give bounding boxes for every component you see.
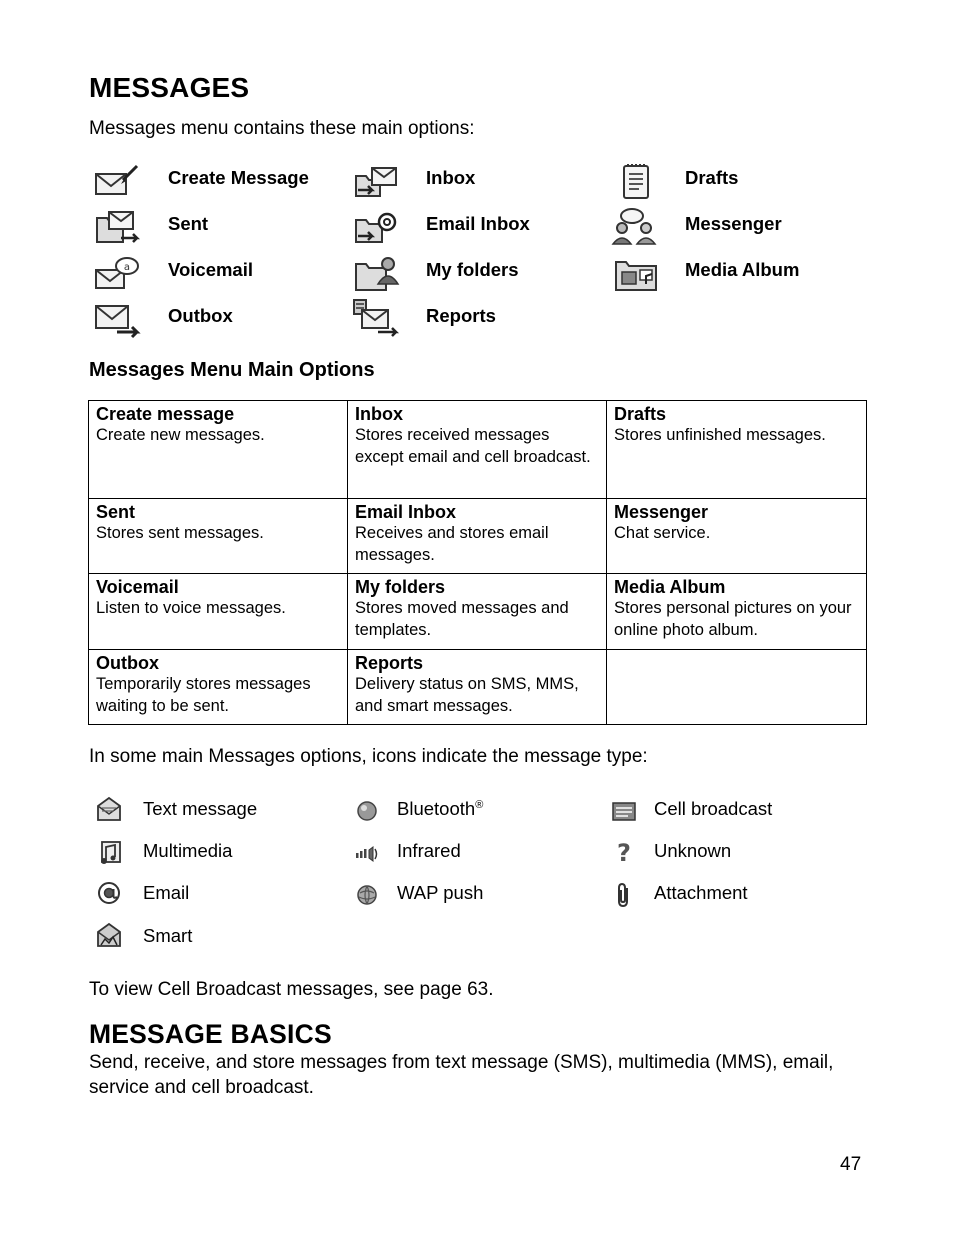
- inbox-icon: [352, 162, 400, 202]
- attachment-icon: [611, 882, 637, 908]
- type-attachment: Attachment: [654, 882, 748, 903]
- cell-title: Create message: [96, 404, 235, 424]
- option-media-album: Media Album: [685, 259, 800, 280]
- cell-broadcast-icon: [611, 798, 637, 824]
- table-cell: [348, 401, 607, 499]
- wap-push-icon: [354, 882, 380, 908]
- cell-title: Drafts: [614, 404, 667, 424]
- table-title: Messages Menu Main Options: [89, 359, 375, 381]
- cell-desc: Delivery status on SMS, MMS, and smart messages.: [355, 675, 579, 715]
- sent-icon: [93, 208, 141, 248]
- registered-mark: ®: [475, 798, 484, 811]
- table-cell: [607, 401, 867, 499]
- table-cell: [89, 650, 348, 725]
- table-cell: [607, 650, 867, 725]
- cell-title: Email Inbox: [355, 502, 457, 522]
- multimedia-icon: [96, 840, 122, 866]
- messenger-icon: [610, 206, 658, 246]
- unknown-icon: [611, 838, 637, 864]
- voicemail-icon: [93, 254, 141, 294]
- email-icon: [96, 880, 122, 906]
- table-row: [89, 574, 867, 650]
- table-cell: [89, 499, 348, 574]
- svg-text:?: ?: [617, 839, 631, 864]
- option-messenger: Messenger: [685, 213, 782, 234]
- table-cell: [607, 499, 867, 574]
- cell-desc: Receives and stores email messages.: [355, 524, 549, 564]
- basics-text: Send, receive, and store messages from text message (SMS), multimedia (MMS), email, service and cell broadcast.: [89, 1052, 834, 1098]
- table-row: [89, 650, 867, 725]
- page-number: 47: [840, 1154, 862, 1175]
- cell-desc: Stores unfinished messages.: [614, 426, 826, 444]
- menu-options-table: [88, 400, 867, 725]
- type-wap-push: WAP push: [397, 882, 484, 903]
- type-multimedia: Multimedia: [143, 840, 233, 861]
- outbox-icon: [93, 300, 141, 340]
- create-message-icon: [93, 162, 141, 202]
- cell-broadcast-note: To view Cell Broadcast messages, see page 63.: [89, 979, 494, 1000]
- type-text-message: Text message: [143, 798, 258, 819]
- table-row: [89, 499, 867, 574]
- cell-desc: Stores sent messages.: [96, 524, 264, 542]
- option-inbox: Inbox: [426, 167, 476, 188]
- text-message-icon: [96, 796, 122, 822]
- cell-desc: Temporarily stores messages waiting to be sent.: [96, 675, 311, 715]
- cell-title: Inbox: [355, 404, 403, 424]
- reports-icon: [352, 298, 400, 338]
- cell-title: Sent: [96, 502, 136, 522]
- option-voicemail: Voicemail: [168, 259, 254, 280]
- type-cell-broadcast: Cell broadcast: [654, 798, 773, 819]
- type-unknown: Unknown: [654, 840, 732, 861]
- cell-desc: Stores moved messages and templates.: [355, 599, 569, 639]
- option-drafts: Drafts: [685, 167, 739, 188]
- media-album-icon: [612, 254, 660, 294]
- cell-title: My folders: [355, 577, 446, 597]
- my-folders-icon: [352, 254, 400, 294]
- table-cell: [89, 574, 348, 650]
- table-cell: [89, 401, 348, 499]
- type-bluetooth-label: Bluetooth: [397, 798, 476, 819]
- option-reports: Reports: [426, 305, 496, 326]
- type-infrared: Infrared: [397, 840, 461, 861]
- type-bluetooth: [397, 798, 483, 820]
- table-row: [89, 401, 867, 499]
- table-cell: [348, 499, 607, 574]
- type-email: Email: [143, 882, 190, 903]
- basics-heading: MESSAGE BASICS: [89, 1019, 332, 1049]
- option-create-message: Create Message: [168, 167, 309, 188]
- types-intro: In some main Messages options, icons indicate the message type:: [89, 746, 648, 767]
- table-cell: [607, 574, 867, 650]
- page-heading: MESSAGES: [89, 72, 250, 103]
- drafts-icon: [612, 162, 660, 202]
- svg-text:a: a: [123, 262, 131, 273]
- table-cell: [348, 574, 607, 650]
- option-sent: Sent: [168, 213, 209, 234]
- cell-title: Outbox: [96, 653, 159, 673]
- infrared-icon: [354, 840, 380, 866]
- type-smart: Smart: [143, 925, 193, 946]
- cell-title: Voicemail: [96, 577, 179, 597]
- cell-title: Reports: [355, 653, 424, 673]
- cell-desc: Create new messages.: [96, 426, 265, 444]
- option-email-inbox: Email Inbox: [426, 213, 530, 234]
- email-inbox-icon: [352, 208, 400, 248]
- intro-text: Messages menu contains these main options:: [89, 118, 475, 139]
- table-cell: [348, 650, 607, 725]
- cell-title: Media Album: [614, 577, 726, 597]
- option-outbox: Outbox: [168, 305, 233, 326]
- cell-desc: Listen to voice messages.: [96, 599, 286, 617]
- cell-title: Messenger: [614, 502, 709, 522]
- cell-desc: Chat service.: [614, 524, 711, 542]
- cell-desc: Stores received messages except email and cell broadcast.: [355, 426, 591, 466]
- smart-icon: [96, 922, 122, 948]
- bluetooth-icon: [354, 798, 380, 824]
- option-my-folders: My folders: [426, 259, 519, 280]
- cell-desc: Stores personal pictures on your online photo album.: [614, 599, 852, 639]
